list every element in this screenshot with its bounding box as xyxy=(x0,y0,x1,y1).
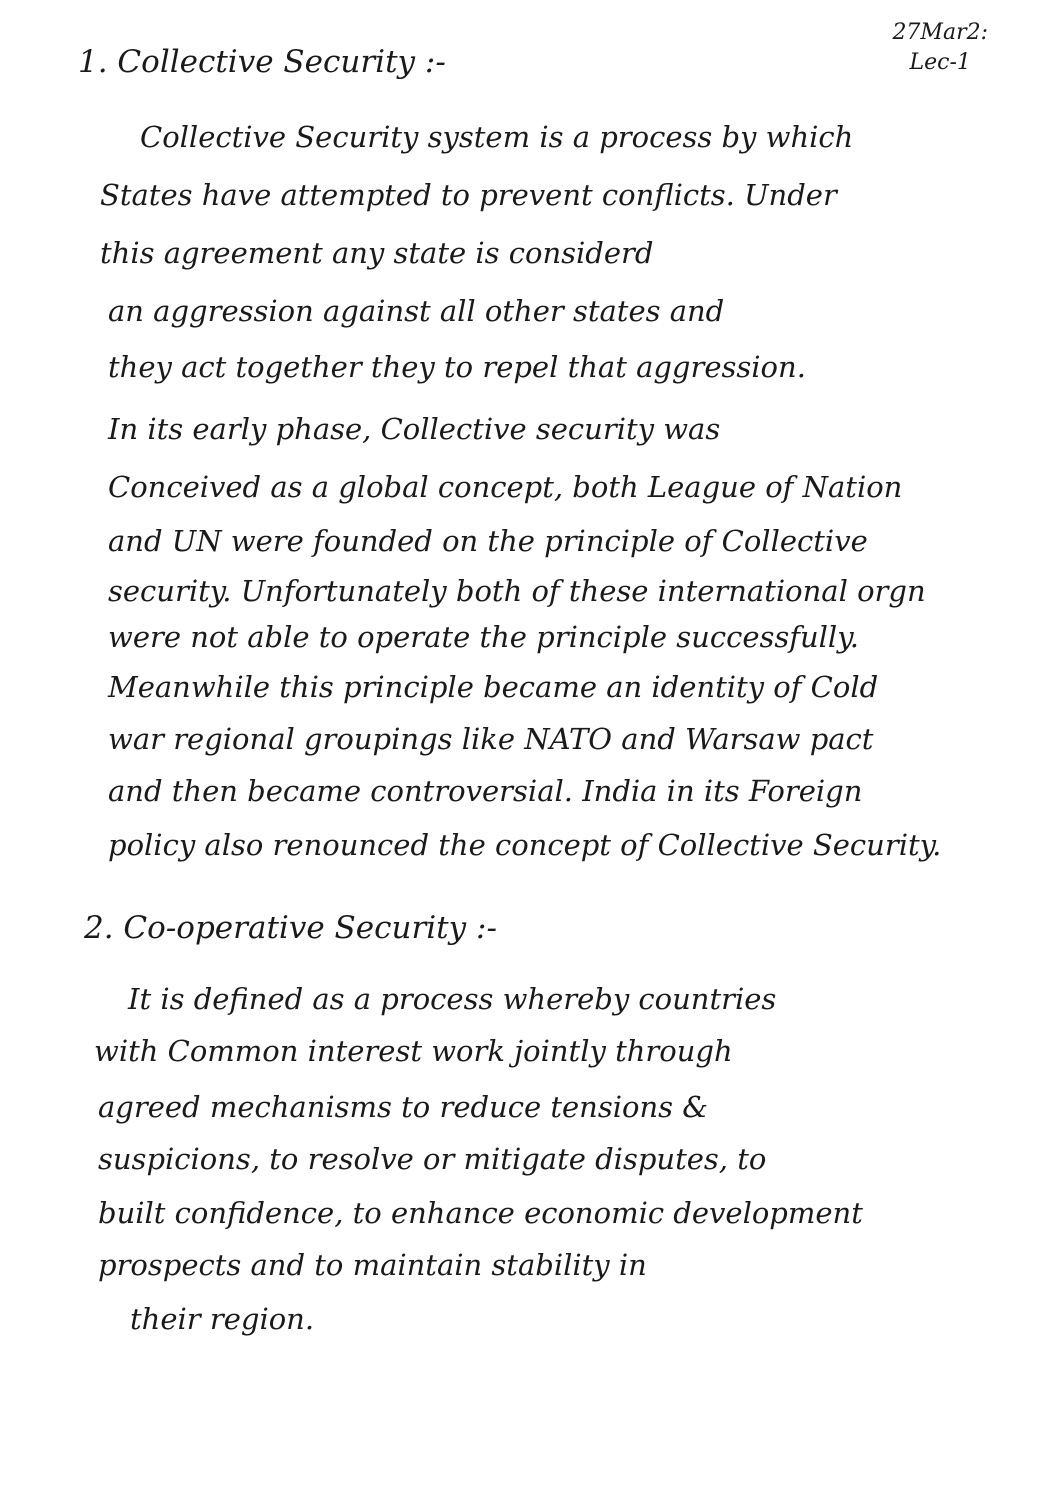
text-line: were not able to operate the principle successfully. xyxy=(108,620,859,654)
header-note xyxy=(892,18,988,78)
text-line: and then became controversial. India in its Foreign xyxy=(108,774,863,808)
text-line: they act together they to repel that aggression. xyxy=(108,350,806,384)
section-heading-collective-security: 1. Collective Security :- xyxy=(78,44,446,80)
text-line: with Common interest work jointly through xyxy=(94,1034,733,1068)
text-line: war regional groupings like NATO and Warsaw pact xyxy=(108,722,874,756)
text-line: an aggression against all other states and xyxy=(108,294,725,328)
text-line: their region. xyxy=(130,1302,315,1336)
text-line: Conceived as a global concept, both League of Nation xyxy=(108,470,903,504)
text-line: States have attempted to prevent conflicts. Under xyxy=(100,178,837,212)
text-line: and UN were founded on the principle of Collective xyxy=(108,524,868,558)
lecture-note: Lec-1 xyxy=(909,50,971,75)
text-line: prospects and to maintain stability in xyxy=(98,1248,647,1282)
text-line: security. Unfortunately both of these international orgn xyxy=(108,574,926,608)
text-line: It is defined as a process whereby countries xyxy=(128,982,777,1016)
text-line: this agreement any state is considerd xyxy=(100,236,654,270)
text-line: built confidence, to enhance economic development xyxy=(98,1196,863,1230)
text-line: Collective Security system is a process by which xyxy=(140,120,854,154)
text-line: Meanwhile this principle became an identity of Cold xyxy=(108,670,879,704)
section-heading-cooperative-security: 2. Co-operative Security :- xyxy=(84,910,497,946)
text-line: agreed mechanisms to reduce tensions & xyxy=(98,1090,709,1124)
text-line: suspicions, to resolve or mitigate disputes, to xyxy=(98,1142,767,1176)
text-line: policy also renounced the concept of Collective Security. xyxy=(108,828,942,862)
date-note: 27Mar2: xyxy=(892,20,988,45)
text-line: In its early phase, Collective security was xyxy=(108,412,721,446)
